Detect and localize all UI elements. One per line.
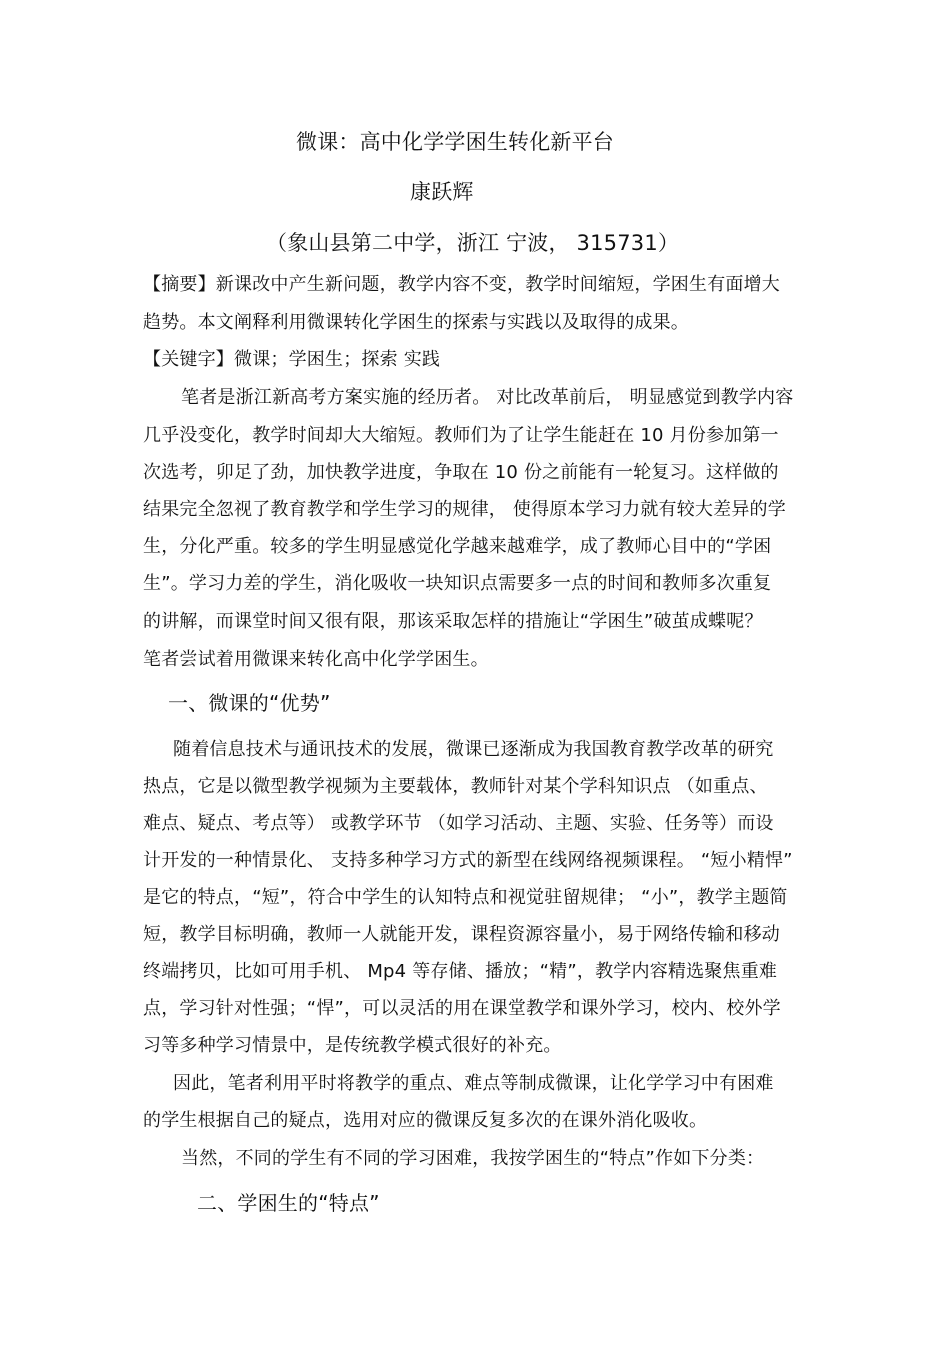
intro-line-6: 生”。学习力差的学生，消化吸收一块知识点需要多一点的时间和教师多次重复 bbox=[143, 573, 772, 594]
section1-line-2: 热点，它是以微型教学视频为主要载体，教师针对某个学科知识点 （如重点、 bbox=[143, 776, 768, 797]
section-heading-2: 二、学困生的“特点” bbox=[197, 1191, 380, 1215]
author-name: 康跃辉 bbox=[410, 180, 474, 204]
section1-line-8: 点，学习针对性强；“悍”，可以灵活的用在课堂教学和课外学习，校内、校外学 bbox=[143, 998, 781, 1019]
section1-line-6: 短，教学目标明确，教师一人就能开发，课程资源容量小，易于网络传输和移动 bbox=[143, 924, 780, 945]
abstract-line-2: 趋势。本文阐释利用微课转化学困生的探索与实践以及取得的成果。 bbox=[143, 312, 689, 333]
affiliation: （象山县第二中学，浙江 宁波， 315731） bbox=[266, 231, 680, 255]
section1-line-3: 难点、疑点、考点等） 或教学环节 （如学习活动、主题、实验、任务等）而设 bbox=[143, 813, 774, 834]
intro-line-5: 生，分化严重。较多的学生明显感觉化学越来越难学，成了教师心目中的“学困 bbox=[143, 536, 772, 557]
section1-para2-line-2: 的学生根据自己的疑点，选用对应的微课反复多次的在课外消化吸收。 bbox=[143, 1110, 708, 1131]
document-title: 微课：高中化学学困生转化新平台 bbox=[296, 130, 614, 154]
section1-line-4: 计开发的一种情景化、 支持多种学习方式的新型在线网络视频课程。 “短小精悍” bbox=[143, 850, 793, 871]
section1-line-7: 终端拷贝，比如可用手机、 Mp4 等存储、播放；“精”，教学内容精选聚焦重难 bbox=[143, 961, 778, 982]
intro-line-4: 结果完全忽视了教育教学和学生学习的规律， 使得原本学习力就有较大差异的学 bbox=[143, 499, 786, 520]
intro-line-8: 笔者尝试着用微课来转化高中化学学困生。 bbox=[143, 649, 489, 670]
section-heading-1: 一、微课的“优势” bbox=[168, 691, 331, 715]
abstract-line-1: 【摘要】新课改中产生新问题，教学内容不变，教学时间缩短，学困生有面增大 bbox=[143, 274, 780, 295]
keywords: 【关键字】微课；学困生；探索 实践 bbox=[143, 349, 441, 370]
intro-line-1: 笔者是浙江新高考方案实施的经历者。 对比改革前后， 明显感觉到教学内容 bbox=[181, 387, 794, 408]
intro-line-7: 的讲解，而课堂时间又很有限，那该采取怎样的措施让“学困生”破茧成蝶呢？ bbox=[143, 611, 763, 632]
section1-line-1: 随着信息技术与通讯技术的发展，微课已逐渐成为我国教育教学改革的研究 bbox=[173, 739, 774, 760]
section1-para2-line-1: 因此，笔者利用平时将教学的重点、难点等制成微课，让化学学习中有困难 bbox=[173, 1073, 774, 1094]
section1-para3: 当然，不同的学生有不同的学习困难，我按学困生的“特点”作如下分类： bbox=[181, 1148, 765, 1169]
intro-line-3: 次选考，卯足了劲，加快教学进度，争取在 10 份之前能有一轮复习。这样做的 bbox=[143, 462, 779, 483]
section1-line-5: 是它的特点，“短”，符合中学生的认知特点和视觉驻留规律； “小”，教学主题简 bbox=[143, 887, 788, 908]
intro-line-2: 几乎没变化，教学时间却大大缩短。教师们为了让学生能赶在 10 月份参加第一 bbox=[143, 425, 779, 446]
section1-line-9: 习等多种学习情景中，是传统教学模式很好的补充。 bbox=[143, 1035, 562, 1056]
